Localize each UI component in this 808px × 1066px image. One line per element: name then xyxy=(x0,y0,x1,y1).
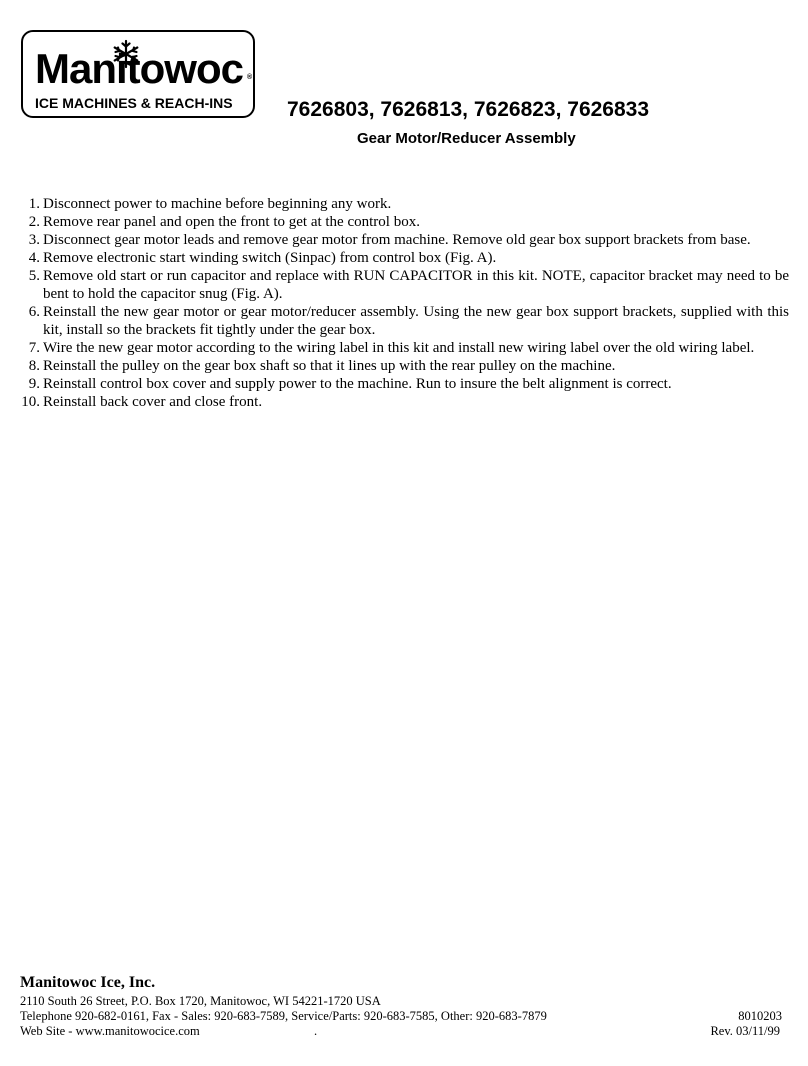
revision-date: Rev. 03/11/99 xyxy=(710,1024,780,1038)
instruction-step: 4. Remove electronic start winding switch (Sinpac) from control box (Fig. A). xyxy=(28,250,497,266)
footer-dot: . xyxy=(314,1024,318,1038)
instruction-step: 10. Reinstall back cover and close front. xyxy=(21,394,263,410)
instruction-steps xyxy=(20,195,789,411)
instruction-step: 2. Remove rear panel and open the front to get at the control box. xyxy=(28,214,420,230)
instruction-step: 1. Disconnect power to machine before beginning any work. xyxy=(28,196,392,212)
footer-phones: Telephone 920-682-0161, Fax - Sales: 920-683-7589, Service/Parts: 920-683-7585, Other: 920-683-7879 8010203 xyxy=(20,1009,782,1023)
footer-company-name: Manitowoc Ice, Inc. xyxy=(20,974,156,991)
footer-website: Web Site - www.manitowocice.com . Rev. 03/11/99 xyxy=(20,1024,780,1038)
instruction-step: 9. Reinstall control box cover and supply power to the machine. Run to insure the belt alignment is correct. xyxy=(28,376,672,392)
document-subtitle: Gear Motor/Reducer Assembly xyxy=(357,130,576,147)
part-numbers-title: 7626803, 7626813, 7626823, 7626833 xyxy=(287,98,650,121)
manitowoc-logo xyxy=(21,30,255,118)
logo-tagline: ICE MACHINES & REACH-INS xyxy=(35,95,233,111)
instruction-step: 8. Reinstall the pulley on the gear box shaft so that it lines up with the rear pulley on the machine. xyxy=(28,358,616,374)
footer-address: 2110 South 26 Street, P.O. Box 1720, Manitowoc, WI 54221-1720 USA xyxy=(20,994,381,1008)
instruction-step: 7. Wire the new gear motor according to the wiring label in this kit and install new wiring label over the old wiring label. xyxy=(28,340,755,356)
instruction-step: 5. Remove old start or run capacitor and replace with RUN CAPACITOR in this kit. NOTE, capacitor bracket may need to be bent to hold the capacitor snug (Fig. A). xyxy=(28,268,789,302)
logo-brand-name: Manitowoc xyxy=(35,45,243,92)
instruction-step: 3. Disconnect gear motor leads and remove gear motor from machine. Remove old gear box support brackets from base. xyxy=(28,232,751,248)
registered-mark: ® xyxy=(247,74,253,81)
instruction-step: 6. Reinstall the new gear motor or gear motor/reducer assembly. Using the new gear box support brackets, supplied with this kit, install so the brackets fit tightly under the gear box. xyxy=(28,304,789,338)
document-number: 8010203 xyxy=(738,1009,782,1023)
